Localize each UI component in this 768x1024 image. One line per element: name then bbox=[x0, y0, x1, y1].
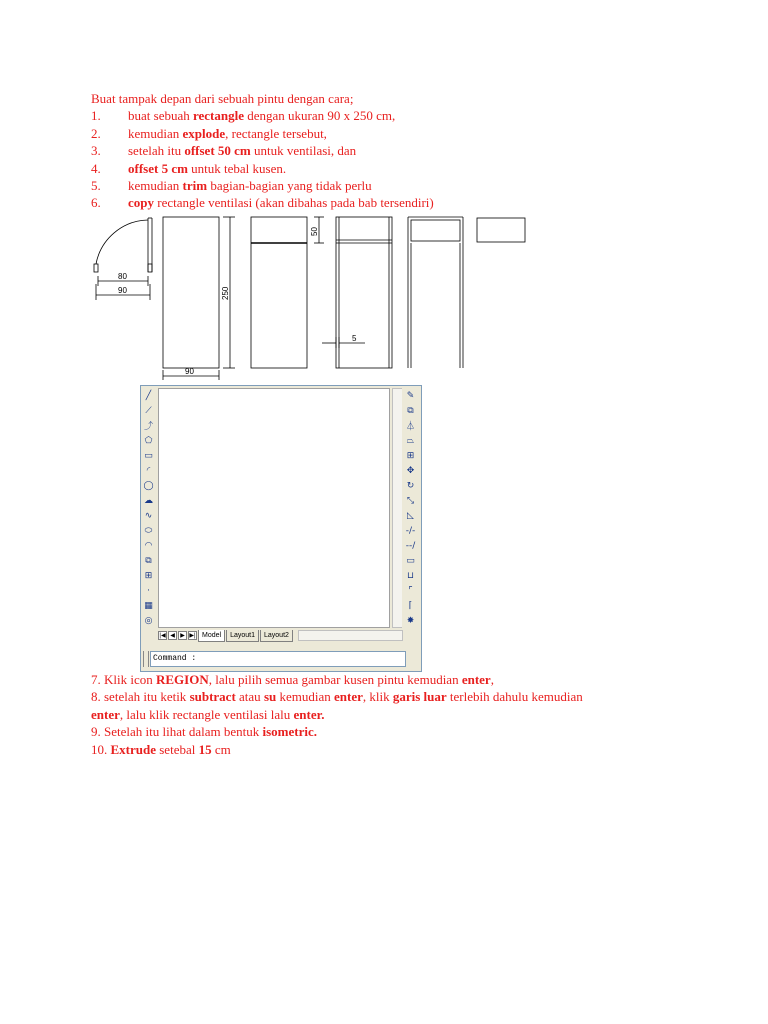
stretch-icon[interactable]: ◺ bbox=[407, 510, 414, 521]
revision-cloud-icon[interactable]: ☁ bbox=[144, 495, 153, 506]
step-keyword: rectangle bbox=[192, 108, 245, 124]
extend-icon[interactable]: --/ bbox=[405, 540, 416, 551]
dim-90-left-label: 90 bbox=[118, 286, 127, 295]
intro-line: Buat tampak depan dari sebuah pintu dengan cara; bbox=[91, 91, 354, 106]
door-with-frame-offset bbox=[322, 217, 392, 368]
step-keyword: copy bbox=[128, 195, 154, 211]
step-text: kemudian bbox=[128, 125, 183, 141]
door-swing-plan bbox=[94, 218, 152, 300]
step-text: , lalu klik rectangle ventilasi lalu bbox=[119, 706, 294, 722]
step-10 bbox=[91, 741, 583, 758]
join-icon[interactable]: ⊔ bbox=[406, 570, 415, 581]
step-keyword: subtract bbox=[189, 689, 236, 705]
dim-50-label: 50 bbox=[310, 227, 319, 236]
step-number: 4. bbox=[91, 160, 101, 176]
step-text: , lalu pilih semua gambar kusen pintu kemudian bbox=[208, 672, 462, 687]
step-6 bbox=[91, 194, 434, 211]
first-tab-icon[interactable]: |◀ bbox=[159, 633, 166, 639]
step-number: 5. bbox=[91, 178, 101, 194]
trim-icon[interactable]: -/- bbox=[405, 525, 416, 536]
offset-icon[interactable]: ⏢ bbox=[406, 435, 415, 446]
tab-layout1[interactable]: Layout1 bbox=[226, 630, 259, 642]
step-text: buat sebuah bbox=[128, 108, 193, 124]
prev-tab-icon[interactable]: ◀ bbox=[168, 631, 177, 640]
step-keyword: enter. bbox=[293, 706, 325, 722]
drawing-canvas[interactable] bbox=[158, 388, 390, 628]
scale-icon[interactable]: ⤡ bbox=[406, 495, 415, 506]
step-keyword: enter bbox=[91, 706, 120, 722]
step-keyword: su bbox=[263, 689, 277, 705]
step-text: setebal bbox=[156, 741, 199, 757]
ellipse-arc-icon[interactable]: ◠ bbox=[144, 540, 153, 551]
step-text: , rectangle tersebut, bbox=[225, 125, 327, 141]
step-text: 8. setelah itu ketik bbox=[91, 689, 190, 705]
step-text: dengan ukuran 90 x 250 cm, bbox=[244, 108, 396, 124]
step-keyword: isometric. bbox=[262, 724, 318, 740]
ellipse-icon[interactable]: ⬭ bbox=[144, 525, 153, 536]
dim-250-label: 250 bbox=[221, 286, 230, 300]
move-icon[interactable]: ✥ bbox=[406, 465, 415, 476]
step-text: , klik bbox=[362, 689, 393, 705]
make-block-icon[interactable]: ⊞ bbox=[144, 570, 153, 581]
step-text: untuk ventilasi, dan bbox=[250, 143, 357, 159]
step-keyword: enter bbox=[334, 689, 363, 705]
last-tab-icon[interactable]: ▶| bbox=[189, 633, 196, 639]
step-text: kemudian bbox=[276, 689, 334, 705]
fillet-icon[interactable]: ⌈ bbox=[408, 600, 413, 611]
step-number: 6. bbox=[91, 195, 101, 211]
step-keyword: trim bbox=[182, 178, 208, 194]
step-8-continued bbox=[91, 706, 583, 723]
step-text: cm bbox=[211, 741, 231, 757]
rectangle-icon[interactable]: ▭ bbox=[144, 450, 153, 461]
step-2 bbox=[91, 125, 434, 142]
step-1 bbox=[91, 107, 434, 124]
draw-toolbar bbox=[141, 388, 156, 642]
step-number: 3. bbox=[91, 143, 101, 159]
step-number: 1. bbox=[91, 108, 101, 124]
step-7 bbox=[91, 671, 583, 688]
step-text: rectangle ventilasi (akan dibahas pada bab tersendiri) bbox=[154, 195, 434, 211]
chamfer-icon[interactable]: ⌜ bbox=[408, 585, 413, 596]
step-5 bbox=[91, 177, 434, 194]
vent-rectangle-copy bbox=[477, 218, 525, 242]
mirror-icon[interactable]: ⏃ bbox=[405, 422, 415, 432]
instructions-continued bbox=[91, 671, 583, 758]
tab-layout2[interactable]: Layout2 bbox=[260, 630, 293, 642]
hatch-icon[interactable]: ▦ bbox=[144, 600, 153, 611]
step-8 bbox=[91, 688, 583, 705]
modify-toolbar bbox=[402, 388, 419, 642]
dim-80-label: 80 bbox=[118, 272, 127, 281]
step-text: , bbox=[490, 672, 494, 687]
tab-model[interactable]: Model bbox=[198, 630, 225, 642]
step-text: terlebih dahulu kemudian bbox=[446, 689, 583, 705]
trimmed-door-frame bbox=[408, 217, 463, 368]
step-keyword: offset 5 cm bbox=[128, 160, 188, 176]
step-text: 10. bbox=[91, 741, 111, 757]
line-icon[interactable]: ╱ bbox=[145, 390, 152, 401]
door-with-vent-offset bbox=[251, 217, 324, 368]
command-grip-icon[interactable] bbox=[143, 651, 149, 667]
command-line-input[interactable]: Command : bbox=[150, 651, 406, 667]
array-icon[interactable]: ⊞ bbox=[406, 450, 415, 461]
construction-line-icon[interactable]: ⟋ bbox=[145, 405, 152, 416]
step-keyword: explode bbox=[182, 125, 226, 141]
door-rectangle bbox=[163, 217, 235, 380]
door-drawing bbox=[90, 212, 540, 382]
erase-icon[interactable]: ✎ bbox=[406, 390, 415, 401]
next-tab-icon[interactable]: ▶ bbox=[178, 631, 187, 640]
spline-icon[interactable]: ∿ bbox=[144, 510, 153, 521]
step-9 bbox=[91, 723, 583, 740]
rotate-icon[interactable]: ↻ bbox=[406, 480, 415, 491]
copy-icon[interactable]: ⧉ bbox=[407, 405, 414, 416]
step-keyword: offset 50 cm bbox=[184, 143, 251, 159]
dim-5-label: 5 bbox=[352, 334, 357, 343]
step-3 bbox=[91, 142, 434, 159]
step-keyword: garis luar bbox=[392, 689, 447, 705]
instructions bbox=[91, 90, 434, 212]
polygon-icon[interactable]: ⬠ bbox=[144, 435, 153, 446]
cad-window bbox=[140, 385, 422, 672]
arc-icon[interactable]: ◜ bbox=[146, 465, 151, 476]
command-area bbox=[141, 648, 421, 670]
point-icon[interactable]: · bbox=[147, 585, 150, 596]
step-keyword: Extrude bbox=[110, 741, 156, 757]
step-text: 7. Klik icon bbox=[91, 672, 156, 687]
step-keyword: REGION bbox=[156, 672, 209, 687]
step-number: 2. bbox=[91, 125, 101, 141]
horizontal-scrollbar[interactable] bbox=[298, 630, 403, 641]
step-keyword: enter bbox=[461, 672, 491, 687]
layout-tab-bar bbox=[158, 629, 403, 642]
step-text: 9. Setelah itu lihat dalam bentuk bbox=[91, 724, 263, 740]
step-4 bbox=[91, 160, 434, 177]
step-text: kemudian bbox=[128, 178, 183, 194]
step-text: bagian-bagian yang tidak perlu bbox=[207, 178, 372, 194]
explode-icon[interactable]: ✸ bbox=[406, 615, 415, 626]
dim-90-bottom-label: 90 bbox=[185, 367, 194, 376]
step-text: atau bbox=[235, 689, 264, 705]
region-icon[interactable]: ◎ bbox=[144, 615, 153, 626]
step-keyword: 15 bbox=[198, 741, 212, 757]
insert-block-icon[interactable]: ⧉ bbox=[145, 555, 152, 566]
circle-icon[interactable]: ◯ bbox=[143, 480, 154, 491]
step-text: untuk tebal kusen. bbox=[187, 160, 287, 176]
polyline-icon[interactable]: ⤴ bbox=[143, 422, 153, 432]
break-icon[interactable]: ▭ bbox=[406, 555, 415, 566]
step-text: setelah itu bbox=[128, 143, 185, 159]
